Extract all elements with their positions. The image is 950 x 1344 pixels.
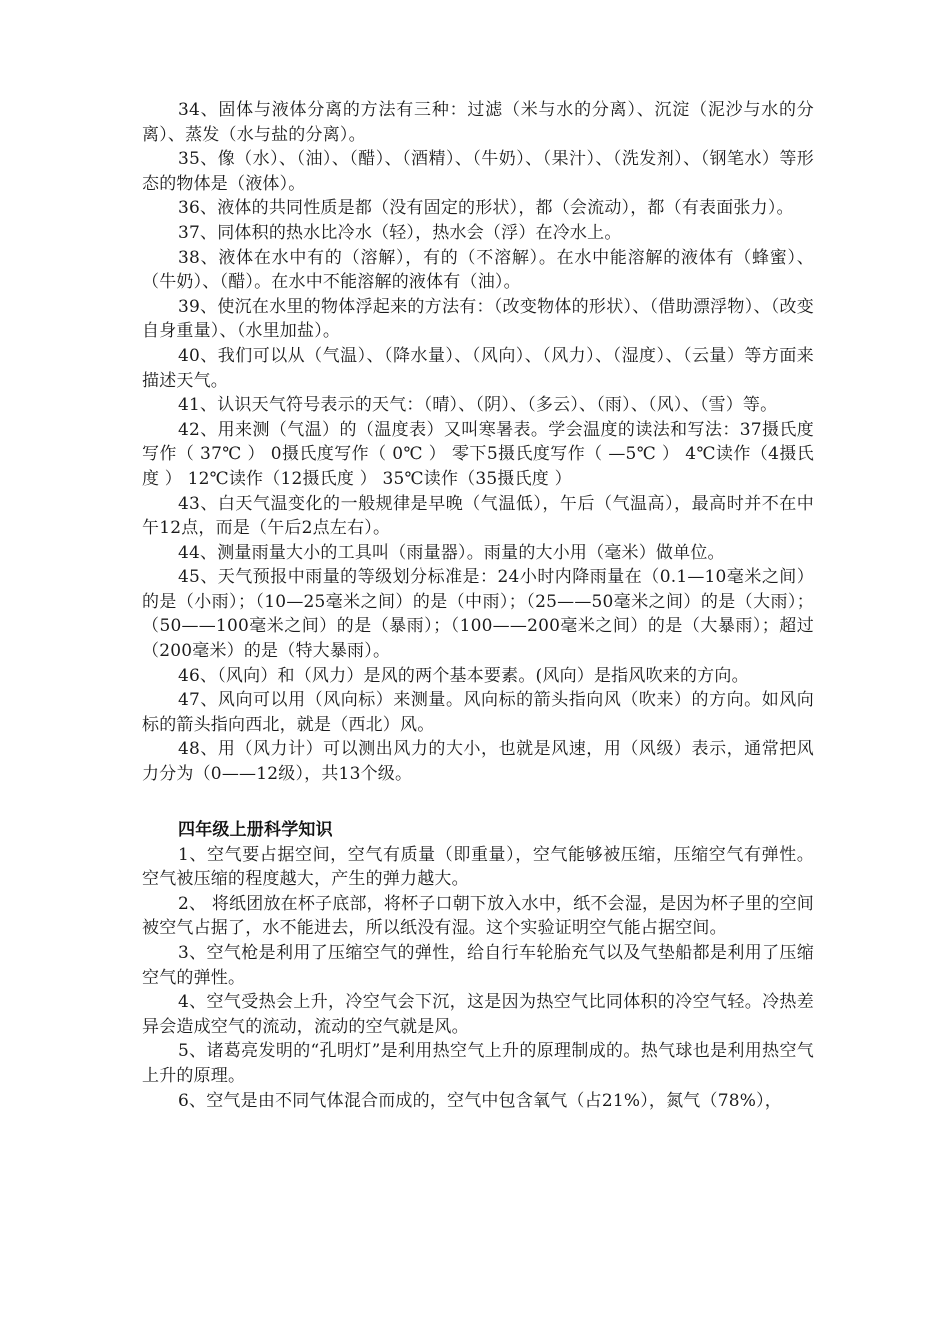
document-page (142, 98, 814, 1113)
section-item-5: 5、诸葛亮发明的“孔明灯”是利用热空气上升的原理制成的。热气球也是利用热空气上升的原理。 (142, 1041, 814, 1086)
item-48: 48、用（风力计）可以测出风力的大小，也就是风速，用（风级）表示，通常把风力分为（0——12级），共13个级。 (142, 739, 814, 785)
item-46: 46、（风向）和（风力）是风的两个基本要素。(风向）是指风吹来的方向。 (178, 665, 749, 686)
item-34: 34、固体与液体分离的方法有三种：过滤（米与水的分离）、沉淀（泥沙与水的分离）、蒸发（水与盐的分离）。 (142, 100, 814, 145)
section-title: 四年级上册科学知识 (178, 819, 333, 840)
section-item-1: 1、空气要占据空间，空气有质量（即重量），空气能够被压缩，压缩空气有弹性。空气被压缩的程度越大，产生的弹力越大。 (142, 844, 814, 890)
item-44: 44、测量雨量大小的工具叫（雨量器）。雨量的大小用（毫米）做单位。 (178, 542, 725, 563)
item-43: 43、白天气温变化的一般规律是早晚（气温低），午后（气温高），最高时并不在中午12点，而是（午后2点左右）。 (142, 493, 814, 539)
item-41: 41、认识天气符号表示的天气：（晴）、（阴）、（多云）、（雨）、（风）、（雪）等。 (178, 395, 778, 416)
item-38: 38、液体在水中有的（溶解），有的（不溶解）。在水中能溶解的液体有（蜂蜜）、（牛奶）、（醋）。在水中不能溶解的液体有（油）。 (142, 247, 814, 293)
section-item-6: 6、空气是由不同气体混合而成的，空气中包含氧气（占21%），氮气（78%）， (178, 1090, 782, 1111)
item-42: 42、用来测（气温）的（温度表）又叫寒暑表。学会温度的读法和写法：37摄氏度写作（ 37℃ ） 0摄氏度写作（ 0℃ ） 零下5摄氏度写作（ —5℃ ） 4℃读作（4摄氏度 ） 12℃读作（12摄氏度 ） 35℃读作（35摄氏度 ） (142, 419, 814, 489)
item-47: 47、风向可以用（风向标）来测量。风向标的箭头指向风（吹来）的方向。如风向标的箭头指向西北，就是（西北）风。 (142, 690, 814, 735)
section-item-3: 3、空气枪是利用了压缩空气的弹性，给自行车轮胎充气以及气垫船都是利用了压缩空气的弹性。 (142, 943, 814, 988)
item-45: 45、天气预报中雨量的等级划分标准是：24小时内降雨量在（0.1—10毫米之间）的是（小雨）；（10—25毫米之间）的是（中雨）；（25——50毫米之间）的是（大雨）；（50——100毫米之间）的是（暴雨）；（100——200毫米之间）的是（大暴雨）；超过（200毫米）的是（特大暴雨）。 (142, 567, 814, 662)
item-36: 36、液体的共同性质是都（没有固定的形状），都（会流动），都（有表面张力）。 (178, 198, 794, 219)
item-37: 37、同体积的热水比冷水（轻），热水会（浮）在冷水上。 (178, 222, 622, 243)
section-item-2: 2、 将纸团放在杯子底部，将杯子口朝下放入水中，纸不会湿，是因为杯子里的空间被空气占据了，水不能进去，所以纸没有湿。这个实验证明空气能占据空间。 (142, 893, 814, 939)
item-39: 39、使沉在水里的物体浮起来的方法有：（改变物体的形状）、（借助漂浮物）、（改变自身重量）、（水里加盐）。 (142, 296, 814, 342)
item-40: 40、我们可以从（气温）、（降水量）、（风向）、（风力）、（湿度）、（云量）等方面来描述天气。 (142, 345, 814, 391)
item-35: 35、像（水）、（油）、（醋）、（酒精）、（牛奶）、（果汁）、（洗发剂）、（钢笔水）等形态的物体是（液体）。 (142, 149, 814, 194)
section-item-4: 4、空气受热会上升，冷空气会下沉，这是因为热空气比同体积的冷空气轻。冷热差异会造成空气的流动，流动的空气就是风。 (142, 992, 814, 1037)
